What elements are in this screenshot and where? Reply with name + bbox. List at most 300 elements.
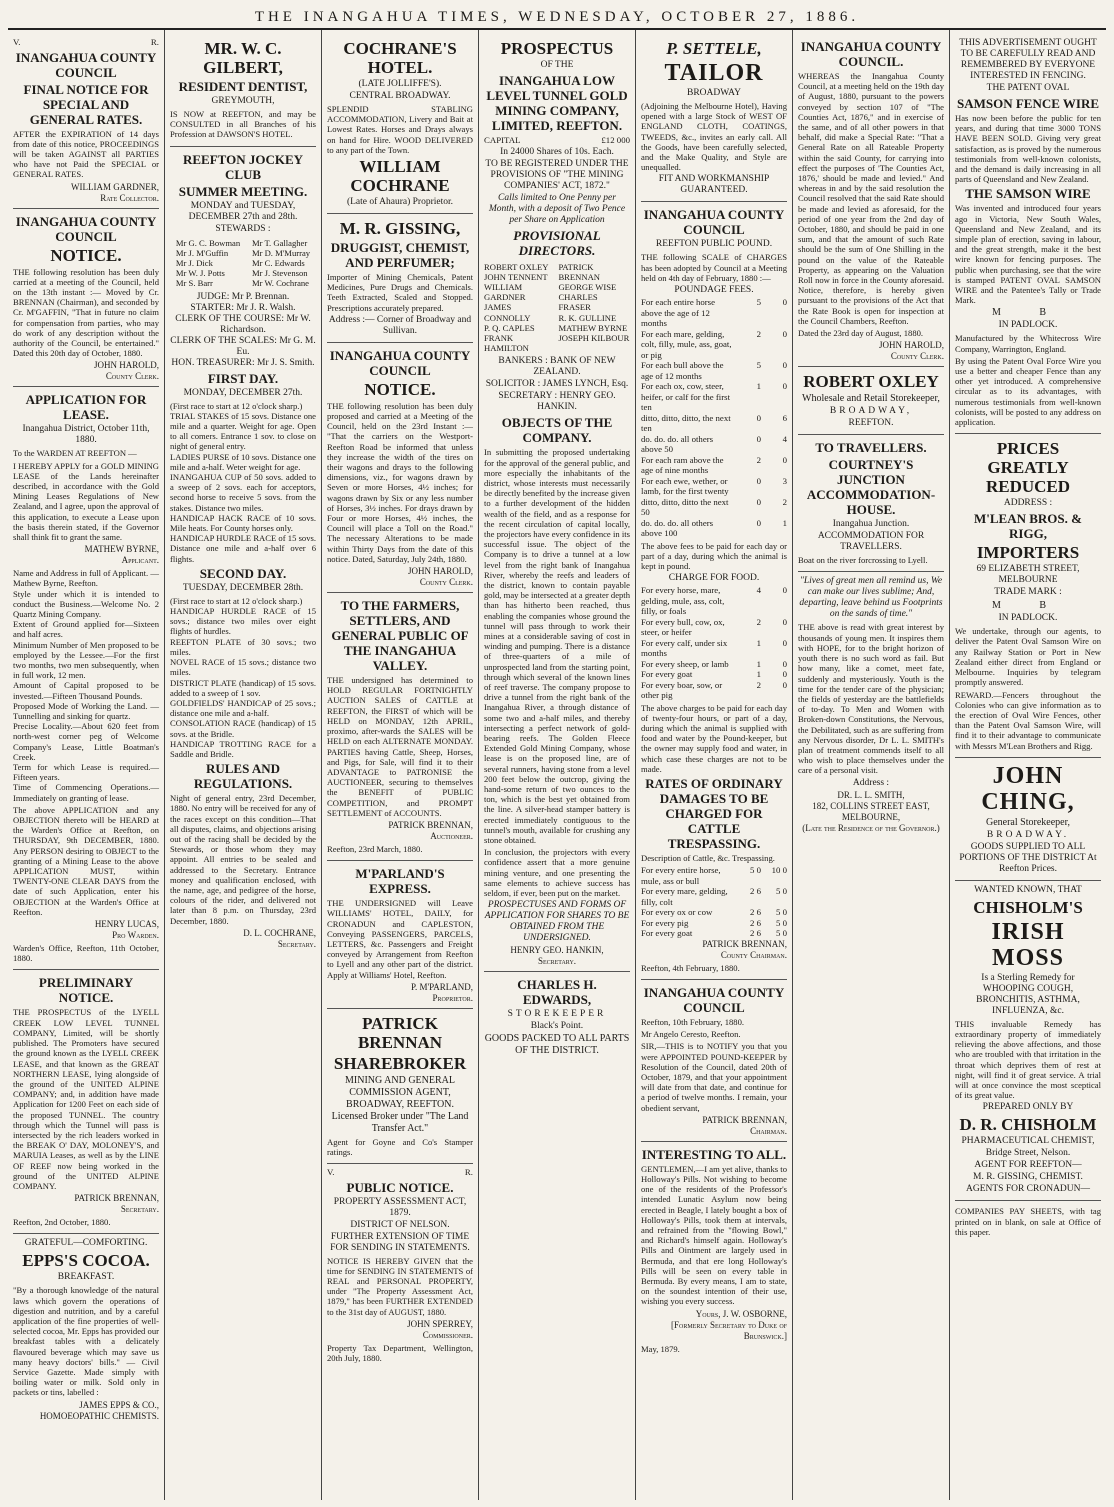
final-notice-ad [13,34,159,209]
wanted-known: WANTED KNOWN, THAT [974,884,1082,895]
edwards-body: GOODS PACKED TO ALL PARTS OF THE DISTRICT. [484,1033,630,1057]
masthead: THE INANGAHUA TIMES, WEDNESDAY, OCTOBER 27, 1886. [8,6,1106,30]
council-heading: INANGAHUA COUNTY COUNCIL [643,984,785,1015]
row-item: do. do. do. all others above 100 [641,517,714,539]
table-row [641,297,787,329]
row-value: 0 [782,328,787,339]
lease-body: I HEREBY APPLY for a GOLD MINING LEASE of the Lands hereinafter described, in accordance with the Gold Mining Leases Regulations of New Zealand, and I agree, upon the approval of this application, to execute a Lease upon the basis therein stated, if the Governor shall think fit to grant the same. [13,460,159,542]
row-value: 0 [756,412,761,423]
district: DISTRICT OF NELSON. [350,1219,450,1230]
row-value: 0 [782,360,787,371]
chisholm-ad [955,881,1101,1202]
jockey-club-ad [170,147,316,954]
capital-value: £12 000 [601,135,630,145]
farmers-title: TO THE FARMERS, SETTLERS, AND GENERAL PUBLIC OF THE INANGAHUA VALLEY. [331,598,469,674]
prices-address-label: ADDRESS : [1003,498,1053,509]
prospectus-title: PROSPECTUS [500,39,614,58]
gilbert-body: IS NOW at REEFTON, and may be CONSULTED in all Branches of his Profession at DAWSON'S HOTEL. [170,109,316,140]
shares: In 24000 Shares of 10s. Each. [500,146,614,157]
table-row [641,413,787,434]
row-value: 2 [756,328,761,339]
oxley-sub: Wholesale and Retail Storekeeper, [802,393,940,405]
prelim-body: THE PROSPECTUS of the LYELL CREEK LOW LEVEL TUNNEL COMPANY, Limited, will be shortly published. The Promoters have secured the ground known as the LYELL CREEK LEASE, and that known as the GREAT NORTHERN LEASE, lying alongside of the ground of the UNITED ALPINE COMPANY; and, in addition have made Application for 1200 Feet on each side of the proposed TUNNEL. The country through which the Tunnel will pass is intersected by the rich leaders worked in the BREAK O' DAY, MOLONEY'S, and MARUIA Leases, as well as by the LINE OF REEF now being worked in the ground of the UNITED ALPINE COMPANY. [13,1007,159,1191]
row-value: 1 [782,517,787,528]
row-value: 10 0 [771,865,787,876]
fence-heading: THIS ADVERTISEMENT OUGHT TO BE CAREFULLY READ AND REMEMBERED BY EVERYONE INTERESTED IN FENCING. [959,38,1097,81]
prospectus-signature: HENRY GEO. HANKIN, Secretary. [510,945,604,967]
row-value: 1 [756,658,761,669]
smith-ad [798,572,944,837]
pound-title: REEFTON PUBLIC POUND. [655,239,773,250]
trade-mark-label: TRADE MARK : [994,587,1062,598]
damages-desc: Description of Cattle, &c. Trespassing. [641,853,775,864]
company-name: INANGAHUA LOW LEVEL TUNNEL GOLD MINING COMPANY, LIMITED, REEFTON. [486,73,628,133]
lease-applicant: MATHEW BYRNE, Applicant. [84,544,159,566]
prelim-date: Reefton, 2nd October, 1880. [13,1217,111,1228]
council-heading: INANGAHUA COUNTY COUNCIL [15,49,157,80]
travellers-ad [798,435,944,572]
jockey-dates: MONDAY and TUESDAY, DECEMBER 27th and 28th. [188,200,298,222]
gissing-body: Importer of Mining Chemicals, Patent Medicines, Pure Drugs and Chemicals. Teeth Extracted, Scaled and Stopped. Prescriptions accurately prepared. [327,272,473,313]
courtney-boat: Boat on the river forcrossing to Lyell. [798,555,928,566]
smith-body: THE above is read with great interest by thousands of young men. It inspires them with HOPE, for to the bright horizon of youth there is no such word as fail. But how many, like a comet, meet fate, suddenly and mysteriously. Youth is the time for the tender care of the physician; the fields of yesterday are the battlefields of to-day. To Men and Women with Broken-down Constitutions, the Nervous, the Debilitated, such as are suffering from any Nervous disorder, Dr L. L. SMITH's plan of treatment commends itself to all who wish to place themselves under the care of a personal visit. [798,622,944,776]
lease-signature: HENRY LUCAS, Pro Warden. [94,919,159,941]
food-note: The above charges to be paid for each day of twenty-four hours, or part of a day, during which the animal is supplied with food and water by the Pound-keeper, but the owner may supply food and water, in which case these charges are not to be made. [641,702,787,774]
columns [8,30,1106,1500]
poundage-table [641,297,787,539]
lease-title: APPLICATION FOR LEASE. [25,392,147,423]
hotel-note: (Late of Ahaura) Proprietor. [346,197,454,208]
officials: JUDGE: Mr P. Brennan. STARTER: Mr J. R. Walsh. CLERK OF THE COURSE: Mr W. Richardson. CLERK OF THE SCALES: Mr G. M. Eu. HON. TREASURER: Mr J. S. Smith. [170,291,316,368]
damages-signature: PATRICK BRENNAN, County Chairman. [702,938,787,960]
day2-body: (First race to start at 12 o'clock sharp.) HANDICAP HURDLE RACE of 15 sovs.; distance two miles over eight flights of hurdles. REEFTON PLATE of 30 sovs.; two miles. NOVEL RACE of 15 sovs.; distance two miles. DISTRICT PLATE (handicap) of 15 sovs. added to a sweep of 1 sov. GOLDFIELDS' HANDICAP of 25 sovs.; distance one mile and a-half. CONSOLATION RACE (handicap) of 15 sovs. at the Bridle. HANDICAP TROTTING RACE for a Saddle and Bridle. [170,595,316,759]
notice-title: NOTICE. [50,245,122,265]
notice-title: NOTICE. [364,379,436,399]
row-value: 2 6 [750,928,761,939]
solicitor: SOLICITOR : JAMES LYNCH, Esq. [485,379,629,390]
table-row [641,638,787,659]
pay-sheets-body: COMPANIES PAY SHEETS, with tag printed on in blank, on sale at Office of this paper. [955,1206,1101,1237]
appointment-body: SIR,—THIS is to NOTIFY you that you were APPOINTED POUND-KEEPER by Resolution of the Council, dated 20th of October, 1879, and that your appointment will date from that date, and continue for a period of twelve months. I remain, your obedient servant, [641,1041,787,1113]
row-value: 2 6 [750,886,761,897]
trade-mark: M B [991,307,1065,319]
row-value: 5 0 [776,928,787,939]
property-act: PROPERTY ASSESSMENT ACT, 1879. [333,1196,467,1218]
jockey-title: REEFTON JOCKEY CLUB [182,151,304,182]
brennan-agent: Agent for Goyne and Co's Stamper ratings. [327,1136,473,1157]
seal-left: V. [327,1167,335,1178]
notice-signature: JOHN HAROLD, County Clerk. [408,566,473,588]
food-label: CHARGE FOR FOOD. [668,573,760,584]
row-item: For each mare, gelding, colt, filly, mule, ass, goat, or pig [641,328,732,360]
row-item: For every entire horse, mule, ass or bull [641,865,721,886]
tailor-ad [641,34,787,202]
table-row [641,360,787,381]
bankers: BANKERS : BANK OF NEW ZEALAND. [498,356,616,378]
stewards-right: Mr T. Gallagher Mr D. M'Murray Mr C. Edwards Mr J. Stevenson Mr W. Cochrane [251,237,311,289]
pound-ad [641,202,787,980]
ching-title: JOHN CHING, [981,762,1075,815]
brennan-body: MINING AND GENERAL COMMISSION AGENT, BROADWAY, REEFTON. [345,1074,455,1110]
property-signature: JOHN SPERREY, Commissioner. [407,1318,473,1340]
samson-maker: Manufactured by the Whitecross Wire Company, Warrington, England. [955,333,1101,354]
interesting-body: GENTLEMEN,—I am yet alive, thanks to Holloway's Pills. Not wishing to become one of the residents of the Professor's intended Lunatic Asylum now being erected in Beagle, I lately bought a box of Holloway's Pills, took them at intervals, and refrained from the "flowing Bowl," and Richard's himself again. Holloway's Pills and Ointment are largely used in Bermuda, and that ere long Holloway's Pills will be seen on every table in Bermuda. By every means, I am to state, on the soundest intention of their use, wishing you every success. [641,1163,787,1307]
ching-body: GOODS SUPPLIED TO ALL PORTIONS OF THE DISTRICT At Reefton Prices. [959,841,1097,874]
padlock: IN PADLOCK. [998,613,1058,624]
padlock: IN PADLOCK. [998,320,1058,331]
interesting-title: INTERESTING TO ALL. [641,1146,787,1162]
gissing-sub: DRUGGIST, CHEMIST, AND PERFUMER; [330,240,470,271]
oxley-title: ROBERT OXLEY [803,372,939,392]
table-row [641,329,787,361]
lease-details: Name and Address in full of Applicant. —Mathew Byrne, Reefton. Style under which it is intended to conduct the Business.—Welcome No. 2 Quartz Mining Company. Extent of Ground applied for—Sixteen and half acres. Minimum Number of Men proposed to be employed by the Lessee.—For the first two months, two men subsequently, when in full work, 12 men. Amount of Capital proposed to be invested.—Fifteen Thousand Pounds. Proposed Mode of Working the Land. —Tunnelling and sinking for quartz. Precise Locality.—About 620 feet from north-west corner peg of Welcome Company's Lease, Little Boatman's Creek. Term for which Lease is required.— Fifteen years. Time of Commencing Operations.— Immediately on granting of lease. [13,568,159,803]
table-row [641,659,787,670]
row-value: 0 [756,496,761,507]
oxley-place: BROADWAY, [829,406,913,417]
final-notice-signature: WILLIAM GARDNER, Rate Collector. [71,181,159,203]
stewards-list [170,236,316,291]
farmers-ad [327,593,473,861]
row-item: For every mare, gelding, filly, colt [641,886,728,907]
row-item: For each ram above the age of nine months [641,454,724,476]
property-body: NOTICE IS HEREBY GIVEN that the time for SENDING IN STATEMENTS of REAL and PERSONAL PROPERTY, under "The Property Assessment Act, 1879," has been FURTHER EXTENDED to the 31st day of AUGUST, 1880. [327,1255,473,1317]
tailor-name: P. SETTELE, [666,39,762,58]
express-signature: P. M'PARLAND, Proprietor. [410,981,473,1003]
royal-seal [13,37,159,48]
public-notice-title: PUBLIC NOTICE. [346,1179,454,1195]
row-value: 0 [782,454,787,465]
table-row [641,865,787,886]
objects-body: In submitting the proposed undertaking for the approval of the general public, and more especially the inhabitants of the district, whose interests must necessarily be directly benefited by the increase given to a further development of the hidden wealth of the field, and as a response for the recent circulation of capital locally, the projectors have every confidence in its successful issue. The object of the Company is to drive a tunnel at a low level from the right bank of Inangahua River, whereby the reefs and leaders of the district, known to contain payable gold, may be intersected at a greater depth than has hitherto been reached, thus enabling the companies whose ground the tunnel will pass through to work their mines at a considerable saving of cost in winding and pumping. There is a distance of three-quarters of a mile of unprospected land from the starting point, through which several of the known lines of reef traverse. The company propose to drive a tunnel from the right bank of the Inangahua River, a through distance of some two and a-half miles, and thereby intersecting a perfect network of gold-bearing reefs. The Golden Fleece Extended Gold Mining Company, whose lease is on the proposed line, are of several runners, having stone from a level 200 feet below the outcrop, giving the hand-some return of two ounces to the ton, which is the best yet obtained from the line. A silver-head stamper battery is erected immediately contiguous to the tunnel's mouth, available for crushing any stone obtained. [484,447,630,846]
directors-title: PROVISIONAL DIRECTORS. [513,227,601,258]
appointment-date: Reefton, 10th February, 1880. [641,1016,745,1027]
hotel-body: SPLENDID STABLING ACCOMMODATION, Livery and Bait at Lowest Rates. Horses and Drays always on hand for Hire. WOOD DELIVERED to any part of the Town. [327,104,473,155]
rate-notice-ad [798,34,944,367]
table-row [641,928,787,939]
chisholm-street: Bridge Street, Nelson. [985,1148,1071,1159]
epps-signature: JAMES EPPS & CO., HOMOEOPATHIC CHEMISTS. [39,1399,159,1421]
row-value: 0 [782,637,787,648]
mclean-firm: M'LEAN BROS. & RIGG, [974,511,1082,542]
irish-moss: IRISH MOSS [991,918,1065,971]
column-6 [793,30,950,1500]
chisholm-sub: Is a Sterling Remedy for WHOOPING COUGH, BRONCHITIS, ASTHMA, INFLUENZA, &c. [976,972,1080,1016]
chisholm-body: THIS invaluable Remedy has extraordinary property of immediately relieving the above affections, and those who are troubled with that irritation in the throat which deprives them of rest at night, will find it of great service. A trial will at once convince the most sceptical of its great value. [955,1018,1101,1101]
row-value: 5 0 [776,917,787,928]
mclean-street: 69 ELIZABETH STREET, MELBOURNE [976,564,1080,586]
prices-title: PRICES GREATLY REDUCED [985,439,1071,497]
ching-place: BROADWAY. [986,829,1070,840]
property-date: Property Tax Department, Wellington, 20th July, 1880. [327,1342,473,1364]
stewards-label: STEWARDS : [215,223,271,234]
property-notice-ad [327,1164,473,1369]
wheel-notice-ad [327,343,473,593]
capital-label: CAPITAL [484,135,521,145]
epps-tag: GRATEFUL—COMFORTING. [24,1238,148,1249]
tailor-guarantee: FIT AND WORKMANSHIP GUARANTEED. [658,174,770,196]
prospectus-forms: PROSPECTUSES AND FORMS OF APPLICATION FOR SHARES TO BE OBTAINED FROM THE UNDERSIGNED. [484,900,630,944]
express-ad [327,861,473,1009]
day2-title: SECOND DAY. [199,565,287,581]
lease-to: To the WARDEN AT REEFTON — [13,448,137,459]
damages-title: RATES OF ORDINARY DAMAGES TO BE CHARGED FOR CATTLE TRESPASSING. [645,776,783,852]
ching-sub: General Storekeeper, [986,816,1070,828]
row-value: 0 [782,616,787,627]
extension-head: FURTHER EXTENSION OF TIME FOR SENDING IN STATEMENTS. [330,1231,470,1253]
table-row [641,455,787,476]
food-table [641,585,787,701]
appointment-ad [641,980,787,1142]
row-item: ditto, ditto, ditto, the next ten [641,412,731,434]
gilbert-place: GREYMOUTH, [211,96,275,106]
rules-signature: D. L. COCHRANE, Secretary. [243,927,316,949]
row-value: 5 [756,360,761,371]
chisholm-chemist: PHARMACEUTICAL CHEMIST, [961,1136,1095,1147]
column-3 [322,30,479,1500]
row-value: 2 [756,616,761,627]
row-value: 0 [782,658,787,669]
hotel-title: COCHRANE'S HOTEL. [343,39,457,77]
table-row [641,497,787,518]
row-item: For every goat [641,669,693,680]
interesting-date: May, 1879. [641,1343,680,1354]
samson-body: Was invented and introduced four years ago in Victoria, New South Wales, Queensland and New Zealand, and its simple plan of erection, saving in labour, and the great strength, make it the best wire known for fencing purposes. The public when purchasing, see that the wire is stamped PATENT OVAL SAMSON WIRE and the Patentee's Tally or Trade Mark. [955,203,1101,306]
gilbert-title: MR. W. C. GILBERT, [203,39,283,77]
row-item: For each bull above the age of 12 months [641,360,724,381]
cochrane-hotel-ad [327,34,473,214]
tailor-body: (Adjoining the Melbourne Hotel), Having opened with a large Stock of WEST OF ENGLAND CLOTH, COATINGS, TWEEDS, &c., invites an early call. All the Goods, have been carefully selected, and the Make Quality, and Style are unequalled. [641,101,787,173]
hotel-place: CENTRAL BROADWAY. [349,91,451,101]
brennan-sub: SHAREBROKER [333,1053,467,1073]
hotel-sub: (LATE JOLLIFFE'S). [358,79,442,89]
agent-cronadun: AGENTS FOR CRONADUN— [965,1184,1091,1195]
column-7 [950,30,1106,1500]
prelim-title: PRELIMINARY NOTICE. [38,975,134,1006]
courtney-accommodation: ACCOMMODATION FOR TRAVELLERS. [817,531,925,553]
table-row [641,680,787,701]
table-row [641,918,787,929]
epps-body: "By a thorough knowledge of the natural laws which govern the operations of digestion and nutrition, and by a careful application of the fine properties of well-selected cocoa, Mr. Epps has provided our breakfast tables with a delicately flavoured beverage which may save us many heavy doctors' bills." — Civil Service Gazette. Made simply with boiling water or milk. Sold only in packets or tins, labelled : [13,1285,159,1398]
courtney-place: Inangahua Junction. [832,519,910,530]
gissing-title: M. R. GISSING, [339,219,461,239]
epps-cocoa-ad [13,1234,159,1425]
prospectus-ad [484,34,630,972]
row-item: For each ewe, wether, or lamb, for the first twenty [641,475,729,497]
mclean-body: We undertake, through our agents, to deliver the Patent Oval Samson Wire on any Railway Station or Port in New Zealand either direct from England or Melbourne. Inquiries by telegram promptly answered. [955,626,1101,688]
row-value: 0 [756,475,761,486]
row-value: 2 [782,496,787,507]
smith-signature: DR. L. L. SMITH, 182, COLLINS STREET EAST, MELBOURNE, (Late the Residence of the Governor.) [802,789,940,833]
day1-date: MONDAY, DECEMBER 27th. [183,387,303,398]
column-2 [165,30,322,1500]
council-heading: INANGAHUA COUNTY COUNCIL. [800,39,942,69]
row-item: For every goat [641,928,693,939]
travellers-title: TO TRAVELLERS. [815,440,927,456]
tailor-place: BROADWAY [686,88,742,98]
row-item: For every pig [641,917,689,928]
table-row [641,476,787,497]
table-row [641,381,787,413]
row-value: 0 [782,679,787,690]
gilbert-dentist-ad [170,34,316,147]
capital-row [484,135,630,146]
row-value: 2 [756,454,761,465]
row-value: 2 6 [750,917,761,928]
table-row [641,907,787,918]
edwards-place: Black's Point. [530,1021,584,1032]
table-row [641,518,787,539]
poem: "Lives of great men all remind us, We can make our lives sublime; And, departing, leave behind us Footprints on the sands of time." [799,576,943,620]
chisholm-name: D. R. CHISHOLM [959,1115,1097,1135]
row-value: 5 [756,297,761,308]
council-heading: INANGAHUA COUNTY COUNCIL [643,207,785,238]
rate-notice-date: Dated the 23rd day of August, 1880. [798,328,924,339]
farmers-signature: PATRICK BRENNAN, Auctioneer. [388,819,473,841]
row-value: 0 [756,433,761,444]
row-value: 5 0 [750,865,761,876]
notice-body: THE following resolution has been duly carried at a meeting of the Council, held on the 13th instant :— Moved by Cr. BRENNAN (Chairman), and seconded by Cr. M'GAFFIN, "That in future no claim for compensation from parties, who may do work of any description without the authority of the Council, be entertained." Dated this 20th day of October, 1880. [13,266,159,359]
brennan-licence: Licensed Broker under "The Land Transfer Act." [331,1110,469,1134]
brennan-title: PATRICK BRENNAN [357,1013,443,1052]
seal-right: R. [464,1167,473,1178]
damages-date: Reefton, 4th February, 1880. [641,962,740,973]
prelim-signature: PATRICK BRENNAN, Secretary. [74,1193,159,1215]
table-row [641,669,787,680]
edwards-ad [484,972,630,1061]
farmers-body: THE undersigned has determined to HOLD REGULAR FORTNIGHTLY AUCTION SALES of CATTLE at REEFTON, the FIRST of which will be HELD on MONDAY, 12th APRIL, proximo, after-wards the SALES will be HELD on each ALTERNATE MONDAY. PARTIES having Cattle, Sheep, Horses, and Pigs, for Sale, will find it to their ADVANTAGE to PATRONISE the AUCTIONEER, securing to themselves the BENEFIT of PUBLIC COMPETITION, and PROMPT SETTLEMENT of ACCOUNTS. [327,675,473,818]
reward-body: REWARD.—Fencers throughout the Colonies who can give information as to the erection of Oval Wire Fences, other than the Patent Oval Samson Wire, will find it to their advantage to communicate with Messrs M'Lean Brothers and Rigg. [955,689,1101,751]
agent-reefton-name: M. R. GISSING, CHEMIST. [973,1172,1083,1183]
table-row [641,617,787,638]
row-item: For every horse, mare, gelding, mule, ass, colt, filly, or foals [641,585,725,617]
pound-note: The above fees to be paid for each day or part of a day, during which the animal is kept in pound. [641,540,787,571]
gissing-address: Address :— Corner of Broadway and Sullivan. [328,314,472,336]
chisholm-title: CHISHOLM'S [973,897,1083,917]
samson-wire-ad [955,34,1101,434]
council-heading: INANGAHUA COUNTY COUNCIL [329,347,471,378]
day2-date: TUESDAY, DECEMBER 28th. [182,582,304,593]
mclean-ad [955,434,1101,757]
table-row [641,434,787,455]
gilbert-sub: RESIDENT DENTIST, [178,79,308,94]
oxley-ad [798,367,944,435]
poundage-fees-label: POUNDAGE FEES. [674,285,754,296]
ching-ad [955,758,1101,881]
express-body: THE UNDERSIGNED will Leave WILLIAMS' HOTEL, DAILY, for CRONADUN and CAPLESTON, Conveying PASSENGERS, PARCELS, LETTERS, &c. Passengers and Freight conveyed by Arrangement from Reefton to Lyell and any other part of the district. Apply at Williams' Hotel, Reefton. [327,898,473,980]
stewards-left: Mr G. C. Bowman Mr J. M'Guffin Mr J. Dick Mr W. J. Potts Mr S. Barr [175,237,241,289]
fence-patent: THE PATENT OVAL [986,83,1070,93]
table-row [641,585,787,617]
jockey-sub: SUMMER MEETING. [178,183,308,199]
column-5 [636,30,793,1500]
pay-sheets-ad [955,1201,1101,1243]
row-item: do. do. do. all others above 50 [641,433,714,455]
day1-body: (First race to start at 12 o'clock sharp.) TRIAL STAKES of 15 sovs. Distance one mile and a quarter. Weight for age. Open to all comers. Entrance 1 sov. to close on night of general entry. LADIES PURSE of 10 sovs. Distance one mile and a-half. Weter weight for age. INANGAHUA CUP of 50 sovs. added to a sweep of 2 sovs. each for acceptors, second horse to receive 5 sovs. from the stakes. Distance two miles. HANDICAP HACK RACE of 10 sovs. Mile heats. For County horses only. HANDICAP HURDLE RACE of 15 sovs. Distance one mile and a-half over 6 flights. [170,400,316,564]
fence-title: SAMSON FENCE WIRE [956,96,1100,111]
row-value: 0 [782,585,787,596]
final-notice-body: AFTER the EXPIRATION of 14 days from date of this notice, PROCEEDINGS will be taken AGAINST all PARTIES who have not Paid the SPECIAL or GENERAL RATES. [13,128,159,180]
preliminary-notice-ad [13,970,159,1234]
importers: IMPORTERS [976,543,1080,563]
epps-sub: BREAKFAST. [57,1272,115,1283]
samson-warning: By using the Patent Oval Force Wire you use a better and cheaper Fence than any other yet introduced. A comprehensive circular as to its advantages, with numerous testimonials from well-known colonists, will be posted to any address on application. [955,355,1101,428]
rate-notice-signature: JOHN HAROLD, County Clerk. [879,340,944,362]
row-value: 5 0 [776,886,787,897]
fence-body: Has now been before the public for ten years, and during that time 3000 TONS HAVE BEEN SOLD. Giving very great satisfaction, as is proved by the numerous testimonials from well-known colonists, and the demand is daily increasing in all parts of Queensland and New Zealand. [955,113,1101,185]
rate-notice-body: WHEREAS the Inangahua County Council, at a meeting held on the 19th day of August, 1880, pursuant to the powers conveyed by section 107 of "The Counties Act, 1876," and in exercise of the same, and of all other powers in that behalf, did make a Special Rate: "That a General Rate on all Rateable Property within the said County, for carrying into effect the purposes of 'The Counties Act, 1876,' should be made and levied." And whereas in and by the said resolution the Council resolved that the said Rate should be made and levied as aforesaid, for the period of one year from the 2nd day of October, 1880, and should be paid in one sum, and that the amount of such Rate should be the sum of One Shilling in the pound on the value of the Rateable Property, as appearing on the Valuation Roll now in force in the County aforesaid. Notice, therefore, is hereby given pursuant to the provisions of the Act that the Rate Book is open for inspection at the Council Chambers, Reefton. [798,71,944,326]
day1-title: FIRST DAY. [207,370,279,386]
row-value: 1 [756,637,761,648]
row-value: 0 [756,517,761,528]
express-title: M'PARLAND'S EXPRESS. [355,866,445,897]
lease-place: Inangahua District, October 11th, 1880. [22,424,150,446]
notice-signature: JOHN HAROLD, County Clerk. [94,360,159,382]
tailor-title: TAILOR [664,60,764,86]
secretary: SECRETARY : HENRY GEO. HANKIN. [498,391,616,413]
directors-list [484,260,630,356]
appointment-signature: PATRICK BRENNAN, Chairman. [702,1114,787,1136]
row-value: 2 [756,679,761,690]
column-1 [8,30,165,1500]
row-value: 2 6 [750,907,761,918]
gissing-chemist-ad [327,214,473,343]
row-value: 0 [782,669,787,680]
samson-title: THE SAMSON WIRE [965,186,1091,202]
rules-body: Night of general entry, 23rd December, 1880. No entry will be received for any of the races except on this condition—That all disputes, claims, and objections arising out of the racing shall be decided by the Stewards, or those whom they may appoint. All entries to be sealed and addressed to the Secretary. Entrance money and qualification enclosed, with the name, age, and pedigree of the horse, colours of the rider, and delivered not later than 8 p.m. on Thursday, 23rd December, 1880. [170,793,316,926]
row-value: 4 [782,433,787,444]
damages-table [641,865,787,939]
appointment-to: Mr Angelo Ceresto, Reefton. [641,1029,741,1040]
directors-right: PATRICK BRENNAN GEORGE WISE CHARLES FRASER R. K. GULLINE MATHEW BYRNE JOSEPH KILBOUR [558,261,630,343]
hotel-signature: WILLIAM COCHRANE [350,157,450,196]
interesting-ad [641,1142,787,1360]
row-value: 4 [756,585,761,596]
royal-seal [327,1167,473,1178]
edwards-sub: STOREKEEPER [507,1009,607,1020]
row-item: For every calf, under six months [641,637,728,659]
trade-mark: M B [991,600,1065,612]
notice-body: THE following resolution has been duly proposed and carried at a Meeting of the Council, held on the 23rd Instant :— "That the carriers on the Westport-Reefton Road be informed that unless they increase the width of the tires on their wagons and drays to the following dimensions, viz., for wagons drawn by Seven or more Horses, 4½ inches; for wagons drawn by Six or any less number of Horses, 3½ inches. For drays drawn by Four or more Horses, 4½ inches, the Council will place a Toll on the Road." The necessary Alterations to be made within Thirty Days from the date of this notice. Dated, Saturday, July 24th, 1880. [327,400,473,564]
agent-reefton: AGENT FOR REEFTON— [974,1160,1082,1171]
table-row [641,886,787,907]
row-value: 0 [782,381,787,392]
epps-title: EPPS'S COCOA. [22,1251,150,1271]
row-value: 1 [756,669,761,680]
lease-office: Warden's Office, Reefton, 11th October, 1880. [13,943,159,964]
row-item: For each entire horse above the age of 12 months [641,297,716,329]
interesting-signature: Yours, J. W. OSBORNE, [Formerly Secretary to Duke of Brunswick.] [671,1308,787,1341]
pound-body: THE following SCALE of CHARGES has been adopted by Council at a Meeting held on 4th day of February, 1880 :— [641,252,787,283]
courtney-title: COURTNEY'S JUNCTION ACCOMMODATION-HOUSE. [806,457,936,518]
registration: TO BE REGISTERED UNDER THE PROVISIONS OF "THE MINING COMPANIES' ACT, 1872." [485,158,629,191]
row-value: 1 [756,381,761,392]
row-item: For every sheep, or lamb [641,658,729,669]
farmers-date: Reefton, 23rd March, 1880. [327,843,423,854]
objects-title: OBJECTS OF THE COMPANY. [501,415,613,446]
council-heading: INANGAHUA COUNTY COUNCIL [15,213,157,244]
row-item: For every boar, sow, or other pig [641,679,723,701]
calls: Calls limited to One Penny per Month, with a deposit of Two Pence per Share on Application [488,192,626,225]
smith-address-label: Address : [852,777,890,788]
lease-application-ad [13,387,159,970]
council-notice-ad [13,209,159,388]
row-value: 0 [782,297,787,308]
final-notice-title: FINAL NOTICE FOR SPECIAL AND GENERAL RATES. [23,81,149,127]
directors-left: ROBERT OXLEY JOHN TENNENT WILLIAM GARDNER JAMES CONNOLLY P. Q. CAPLES FRANK HAMILTON [484,261,549,354]
row-value: 5 0 [776,907,787,918]
rules-title: RULES AND REGULATIONS. [193,761,293,792]
objects-conclusion: In conclusion, the projectors with every confidence assert that a more genuine mining venture, and one presenting the same elements to achieve success has seldom, if ever, been put on the market. [484,847,630,899]
